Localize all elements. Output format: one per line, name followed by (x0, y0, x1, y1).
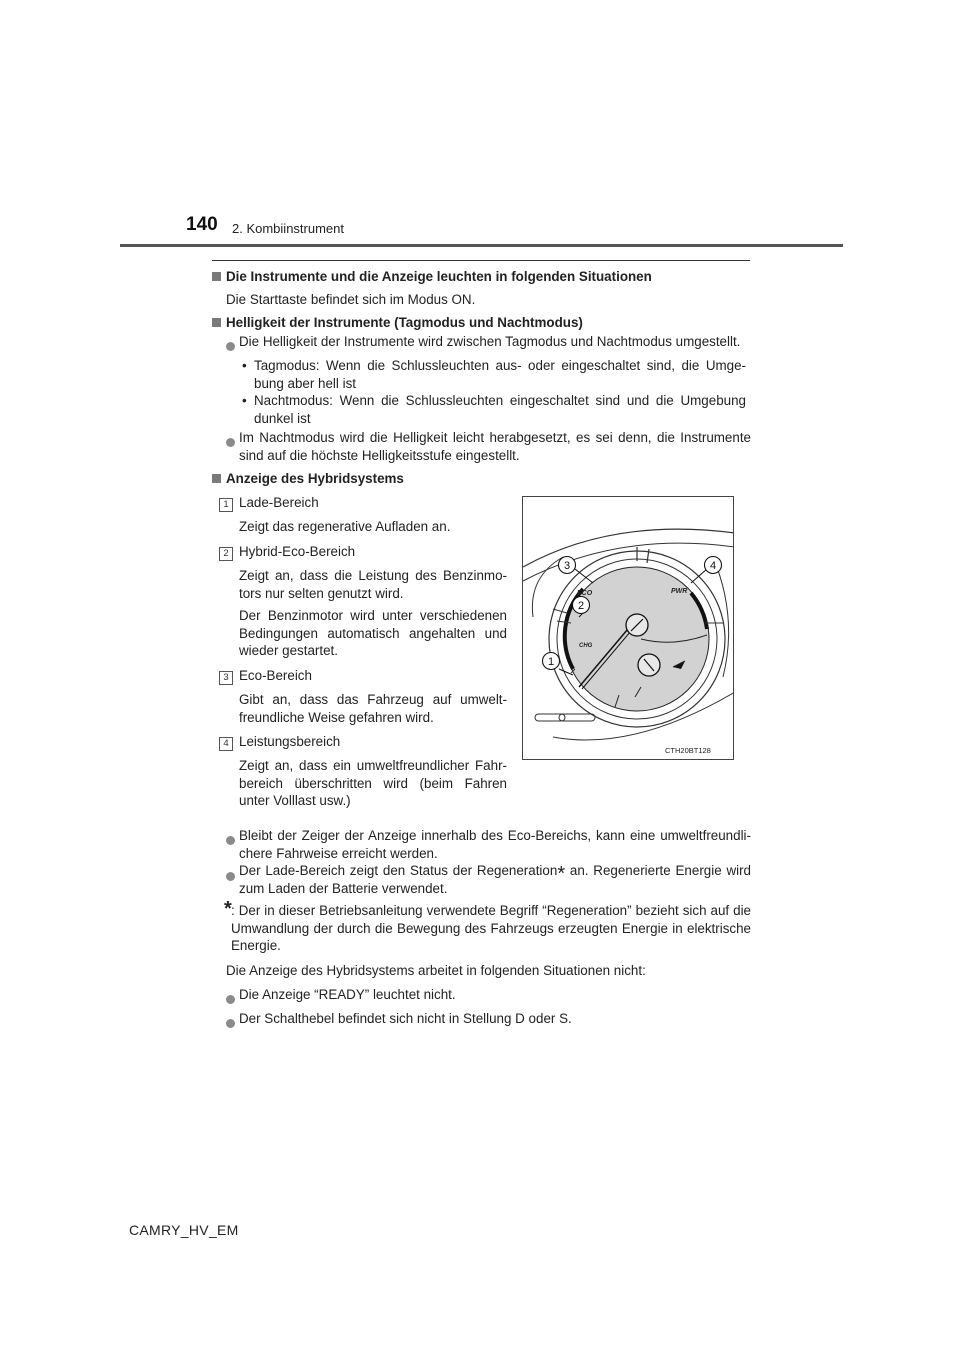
chg-label: CHG (579, 643, 593, 649)
item-number: 3 (219, 667, 233, 685)
page-number: 140 (186, 214, 218, 235)
callout-4: 4 (709, 560, 717, 572)
bullet-text: Bleibt der Zeiger der Anzeige innerhalb des Eco-Bereichs, kann eine umweltfreundli-chere Fahrweise erreicht werden. (239, 828, 751, 861)
item-title: Lade-Bereich (239, 495, 319, 510)
bullet-text: Die Helligkeit der Instrumente wird zwischen Tagmodus und Nachtmodus umgestellt. (239, 334, 741, 349)
circle-bullet-icon (226, 434, 235, 452)
circle-bullet-icon (226, 338, 235, 356)
item-desc: Zeigt an, dass die Leistung des Benzinmo-tors nur selten genutzt wird. (239, 568, 507, 601)
section-heading-illumination: Die Instrumente und die Anzeige leuchten in folgenden Situationen (212, 268, 652, 286)
square-bullet-icon (212, 474, 221, 483)
square-bullet-icon (212, 272, 221, 281)
chapter-title: 2. Kombiinstrument (232, 221, 344, 236)
item-title: Hybrid-Eco-Bereich (239, 544, 356, 559)
pwr-label: PWR (671, 588, 688, 595)
section-rule (212, 260, 750, 261)
sub-bullet-text: Tagmodus: Wenn die Schlussleuchten aus- oder eingeschaltet sind, die Umge-bung aber hell ist (254, 358, 746, 391)
bullet-text: Die Anzeige “READY” leuchtet nicht. (239, 987, 456, 1002)
section-heading-brightness: Helligkeit der Instrumente (Tagmodus und Nachtmodus) (212, 314, 583, 332)
bullet-text: Der Schalthebel befindet sich nicht in Stellung D oder S. (239, 1011, 572, 1026)
section-heading-hybrid: Anzeige des Hybridsystems (212, 470, 404, 488)
item-number: 2 (219, 543, 233, 561)
item-title: Eco-Bereich (239, 668, 312, 683)
bullet-text: Der Lade-Bereich zeigt den Status der Regeneration* an. Regenerierte Energie wird zum Laden der Batterie verwendet. (239, 863, 751, 896)
sub-bullet-text: Nachtmodus: Wenn die Schlussleuchten eingeschaltet sind und die Umgebung dunkel ist (254, 393, 746, 426)
not-working-intro: Die Anzeige des Hybridsystems arbeitet in folgenden Situationen nicht: (226, 963, 646, 978)
circle-bullet-icon (226, 1015, 235, 1033)
section-text: Die Starttaste befindet sich im Modus ON. (226, 292, 476, 307)
hybrid-indicator-figure (522, 496, 734, 760)
callout-1: 1 (547, 656, 555, 668)
item-desc: Der Benzinmotor wird unter verschiedenen Bedingungen automatisch angehalten und wieder gestartet. (239, 608, 507, 658)
item-number: 4 (219, 733, 233, 751)
square-bullet-icon (212, 318, 221, 327)
circle-bullet-icon (226, 868, 235, 886)
sub-bullet-marker: • (242, 393, 247, 408)
hybrid-gauge-illustration (523, 497, 734, 760)
footnote-text: : Der in dieser Betriebsanleitung verwendete Begriff “Regeneration” bezieht sich auf die Umwandlung der durch die Bewegung des Fahrzeugs erzeugten Energie in elektrische Energie. (231, 903, 751, 953)
item-number: 1 (219, 494, 233, 512)
header-rule (120, 244, 843, 247)
document-code: CAMRY_HV_EM (129, 1222, 239, 1238)
item-desc: Zeigt das regenerative Aufladen an. (239, 519, 451, 534)
sub-bullet-marker: • (242, 358, 247, 373)
figure-code: CTH20BT128 (665, 746, 711, 755)
eco-label: ECO (577, 590, 593, 597)
item-desc: Gibt an, dass das Fahrzeug auf umwelt-freundliche Weise gefahren wird. (239, 692, 507, 725)
bullet-text: Im Nachtmodus wird die Helligkeit leicht herabgesetzt, es sei denn, die Instrumente sind auf die höchste Helligkeitsstufe eingestellt. (239, 430, 751, 463)
circle-bullet-icon (226, 991, 235, 1009)
circle-bullet-icon (226, 832, 235, 850)
callout-2: 2 (577, 600, 585, 612)
callout-3: 3 (563, 560, 571, 572)
footnote-mark: * (224, 898, 232, 920)
item-title: Leistungsbereich (239, 734, 341, 749)
item-desc: Zeigt an, dass ein umweltfreundlicher Fahr-bereich überschritten wird (beim Fahren unter Volllast usw.) (239, 758, 507, 808)
